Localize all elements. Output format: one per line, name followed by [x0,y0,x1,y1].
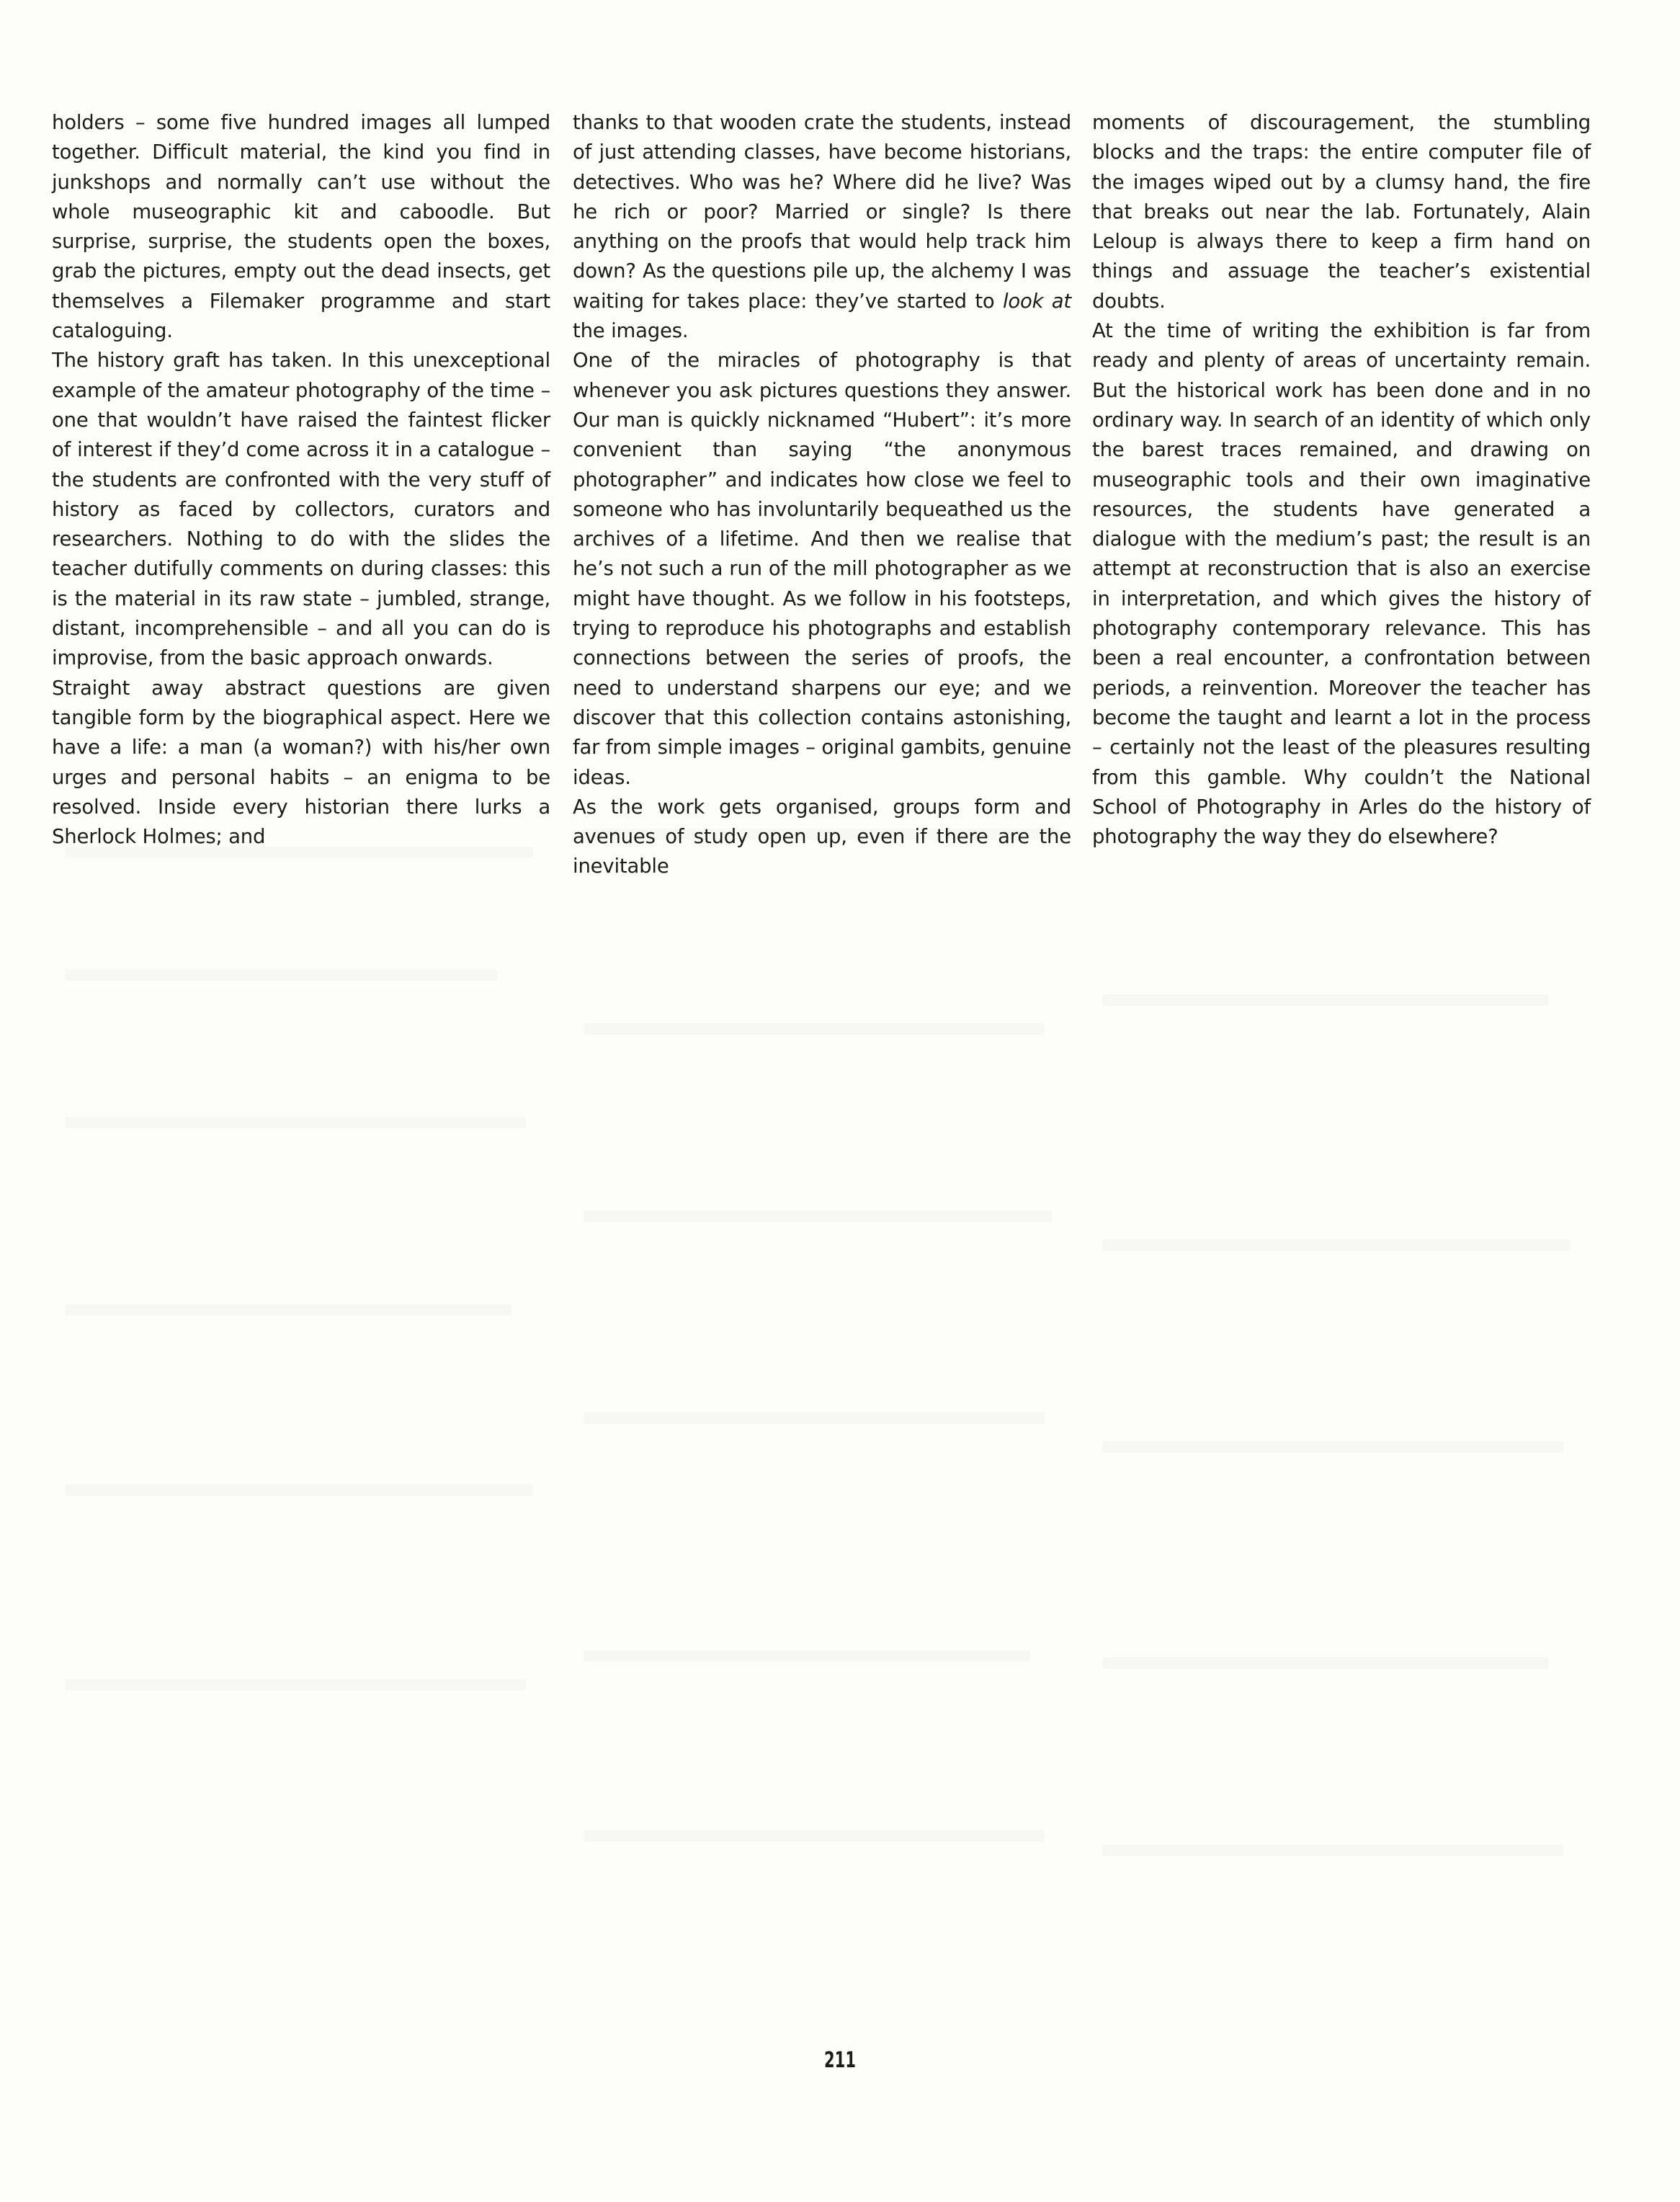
paragraph: The history graft has taken. In this unexceptional example of the amateur photography of the time – one that wouldn’t have raised the faintest flicker of interest if they’d come across it in a catalogue – the students are confronted with the very stuff of history as faced by collectors, curators and researchers. Nothing to do with the slides the teacher dutifully comments on during classes: this is the material in its raw state – jumbled, strange, distant, incomprehensible – and all you can do is improvise, from the basic approach onwards. [52,349,550,670]
text-column-1 [52,108,550,852]
paragraph: moments of discouragement, the stumbling blocks and the traps: the entire computer file of the images wiped out by a clumsy hand, the fire that breaks out near the lab. Fortunately, Alain Leloup is always there to keep a firm hand on things and assuage the teacher’s existential doubts. [1092,111,1591,313]
paragraph: At the time of writing the exhibition is far from ready and plenty of areas of uncertainty remain. But the historical work has been done and in no ordinary way. In search of an identity of which only the barest traces remained, and drawing on museographic tools and their own imaginative resources, the students have generated a dialogue with the medium’s past; the result is an attempt at reconstruction that is also an exercise in interpretation, and which gives the history of photography contemporary relevance. This has been a real encounter, a confrontation between periods, a reinvention. Moreover the teacher has become the taught and learnt a lot in the process – certainly not the least of the pleasures resulting from this gamble. Why couldn’t the National School of Photography in Arles do the history of photography the way they do elsewhere? [1092,319,1591,849]
text-column-2 [573,108,1071,882]
paragraph: thanks to that wooden crate the students, instead of just attending classes, have become historians, detectives. Who was he? Where did he live? Was he rich or poor? Married or single? Is there anything on the proofs that would help track him down? As the questions pile up, the alchemy I was waiting for takes place: they’ve started to look at the images. [573,111,1071,343]
emphasis: look at [1002,289,1071,313]
paragraph: One of the miracles of photography is that whenever you ask pictures questions they answer. Our man is quickly nicknamed “Hubert”: it’s more convenient than saying “the anonymous photographer” and indicates how close we feel to someone who has involuntarily bequeathed us the archives of a lifetime. And then we realise that he’s not such a run of the mill photographer as we might have thought. As we follow in his footsteps, trying to reproduce his photographs and establish connections between the series of proofs, the need to understand sharpens our eye; and we discover that this collection contains astonishing, far from simple images – original gambits, genuine ideas. [573,349,1071,789]
page-number: 211 [824,2048,856,2073]
text-column-3 [1092,108,1591,852]
paragraph: As the work gets organised, groups form and avenues of study open up, even if there are the inevitable [573,795,1071,878]
paragraph: Straight away abstract questions are given tangible form by the biographical aspect. Here we have a life: a man (a woman?) with his/her own urges and personal habits – an enigma to be resolved. Inside every historian there lurks a Sherlock Holmes; and [52,676,550,849]
paragraph: holders – some five hundred images all lumped together. Difficult material, the kind you find in junkshops and normally can’t use without the whole museographic kit and caboodle. But surprise, surprise, the students open the boxes, grab the pictures, empty out the dead insects, get themselves a Filemaker programme and start cataloguing. [52,111,550,343]
